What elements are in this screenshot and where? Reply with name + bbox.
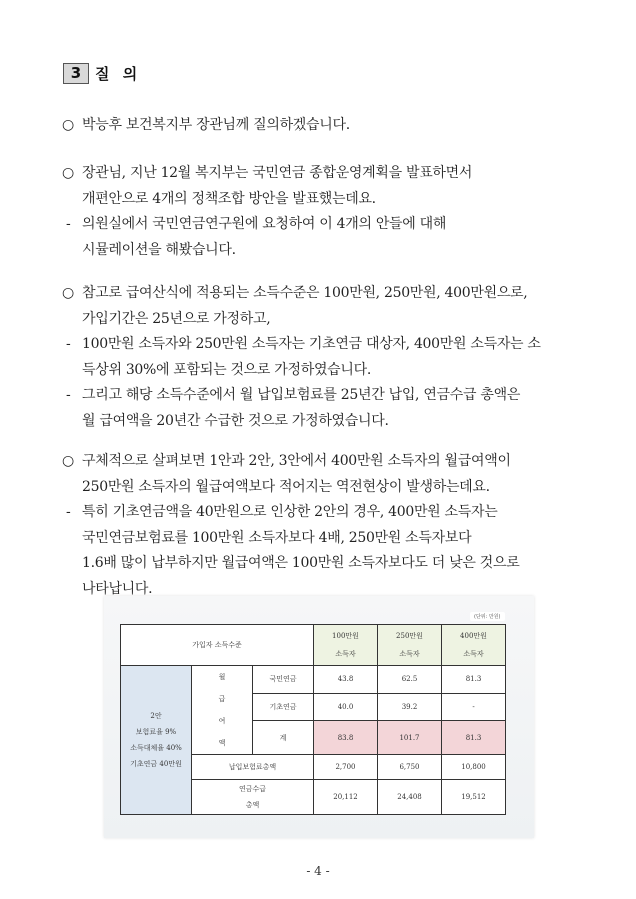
text-line: 개편안으로 4개의 정책조합 방안을 발표했는데요. bbox=[82, 190, 376, 207]
paragraph-policy-announcement bbox=[62, 161, 582, 263]
table-row bbox=[121, 666, 506, 694]
row-label bbox=[192, 780, 314, 815]
text-line: 100만원 소득자와 250만원 소득자는 기초연금 대상자, 400만원 소득자는 소 bbox=[82, 336, 541, 352]
row-label: 납입보험료총액 bbox=[192, 755, 314, 780]
pension-table-figure bbox=[104, 596, 534, 838]
text-line: 시뮬레이션을 해봤습니다. bbox=[82, 241, 236, 258]
vertical-char: 액 bbox=[218, 739, 226, 747]
table-header-row bbox=[121, 625, 506, 666]
vertical-char: 월 bbox=[218, 673, 226, 681]
header-text: 250만원 bbox=[396, 632, 423, 640]
section-heading bbox=[63, 63, 141, 84]
header-text: 100만원 bbox=[332, 632, 359, 640]
text-line: 그리고 해당 소득수준에서 월 납입보험료를 25년간 납입, 연금수급 총액은 bbox=[82, 387, 521, 403]
cell-value: 20,112 bbox=[314, 780, 378, 815]
row-label: 계 bbox=[253, 721, 314, 755]
header-text: 400만원 bbox=[460, 632, 487, 640]
plan-text: 소득대체율 40% bbox=[130, 744, 182, 752]
text-line: 참고로 급여산식에 적용되는 소득수준은 100만원, 250만원, 400만원으로, bbox=[82, 285, 528, 301]
cell-value-highlight: 83.8 bbox=[314, 721, 378, 755]
text-line: 1.6배 많이 납부하지만 월급여액은 100만원 소득자보다도 더 낮은 것으로 bbox=[82, 555, 520, 571]
dash-bullet-icon: - bbox=[66, 216, 71, 232]
circle-bullet-icon: ○ bbox=[62, 117, 74, 133]
plan-text: 기초연금 40만원 bbox=[130, 760, 182, 768]
circle-bullet-icon: ○ bbox=[62, 453, 74, 469]
paragraph-assumptions bbox=[62, 281, 582, 434]
paragraph-greeting bbox=[62, 113, 582, 139]
plan-text: 2안 bbox=[150, 712, 162, 720]
cell-value-highlight: 101.7 bbox=[378, 721, 442, 755]
header-text: 소득자 bbox=[463, 650, 484, 658]
text-line: 월 급여액을 20년간 수급한 것으로 가정하였습니다. bbox=[82, 412, 389, 429]
row-label-text: 연금수급 bbox=[238, 785, 267, 793]
cell-value: 81.3 bbox=[442, 666, 506, 694]
vertical-char: 여 bbox=[218, 717, 226, 725]
header-col-400 bbox=[442, 625, 506, 666]
monthly-benefit-label bbox=[192, 666, 253, 755]
text-line: 장관님, 지난 12월 복지부는 국민연금 종합운영계획을 발표하면서 bbox=[82, 165, 473, 181]
paragraph-inversion-finding bbox=[62, 449, 582, 602]
header-col-100 bbox=[314, 625, 378, 666]
header-income-level: 가입자 소득수준 bbox=[121, 625, 314, 666]
cell-value: 2,700 bbox=[314, 755, 378, 780]
text-line: 나타납니다. bbox=[82, 580, 153, 597]
page-number: - 4 - bbox=[306, 864, 330, 878]
unit-note: (단위: 만원) bbox=[470, 612, 505, 621]
dash-bullet-icon: - bbox=[66, 387, 71, 403]
row-label: 기초연금 bbox=[253, 693, 314, 721]
circle-bullet-icon: ○ bbox=[62, 285, 74, 301]
section-title: 질 의 bbox=[95, 65, 142, 83]
pension-simulation-table bbox=[120, 624, 506, 815]
cell-value: - bbox=[442, 693, 506, 721]
header-col-250 bbox=[378, 625, 442, 666]
section-number: 3 bbox=[63, 63, 89, 84]
text-line: 구체적으로 살펴보면 1안과 2안, 3안에서 400만원 소득자의 월급여액이 bbox=[82, 453, 511, 469]
row-label-text: 총액 bbox=[245, 801, 260, 809]
cell-value: 40.0 bbox=[314, 693, 378, 721]
row-label: 국민연금 bbox=[253, 666, 314, 694]
cell-value: 43.8 bbox=[314, 666, 378, 694]
text-line: 가입기간은 25년으로 가정하고, bbox=[82, 310, 271, 327]
cell-value: 62.5 bbox=[378, 666, 442, 694]
cell-value: 19,512 bbox=[442, 780, 506, 815]
cell-value-highlight: 81.3 bbox=[442, 721, 506, 755]
plan-label-cell bbox=[121, 666, 192, 815]
text-line: 의원실에서 국민연금연구원에 요청하여 이 4개의 안들에 대해 bbox=[82, 216, 447, 232]
plan-text: 보험료율 9% bbox=[135, 728, 177, 736]
text-line: 박능후 보건복지부 장관님께 질의하겠습니다. bbox=[82, 117, 350, 133]
cell-value: 24,408 bbox=[378, 780, 442, 815]
dash-bullet-icon: - bbox=[66, 504, 71, 520]
cell-value: 39.2 bbox=[378, 693, 442, 721]
dash-bullet-icon: - bbox=[66, 336, 71, 352]
cell-value: 6,750 bbox=[378, 755, 442, 780]
text-line: 득상위 30%에 포함되는 것으로 가정하였습니다. bbox=[82, 361, 371, 378]
text-line: 특히 기초연금액을 40만원으로 인상한 2안의 경우, 400만원 소득자는 bbox=[82, 504, 498, 520]
vertical-char: 급 bbox=[218, 695, 226, 703]
text-line: 국민연금보험료를 100만원 소득자보다 4배, 250만원 소득자보다 bbox=[82, 529, 472, 546]
header-text: 소득자 bbox=[335, 650, 356, 658]
cell-value: 10,800 bbox=[442, 755, 506, 780]
header-text: 소득자 bbox=[399, 650, 420, 658]
circle-bullet-icon: ○ bbox=[62, 165, 74, 181]
text-line: 250만원 소득자의 월급여액보다 적어지는 역전현상이 발생하는데요. bbox=[82, 478, 490, 495]
